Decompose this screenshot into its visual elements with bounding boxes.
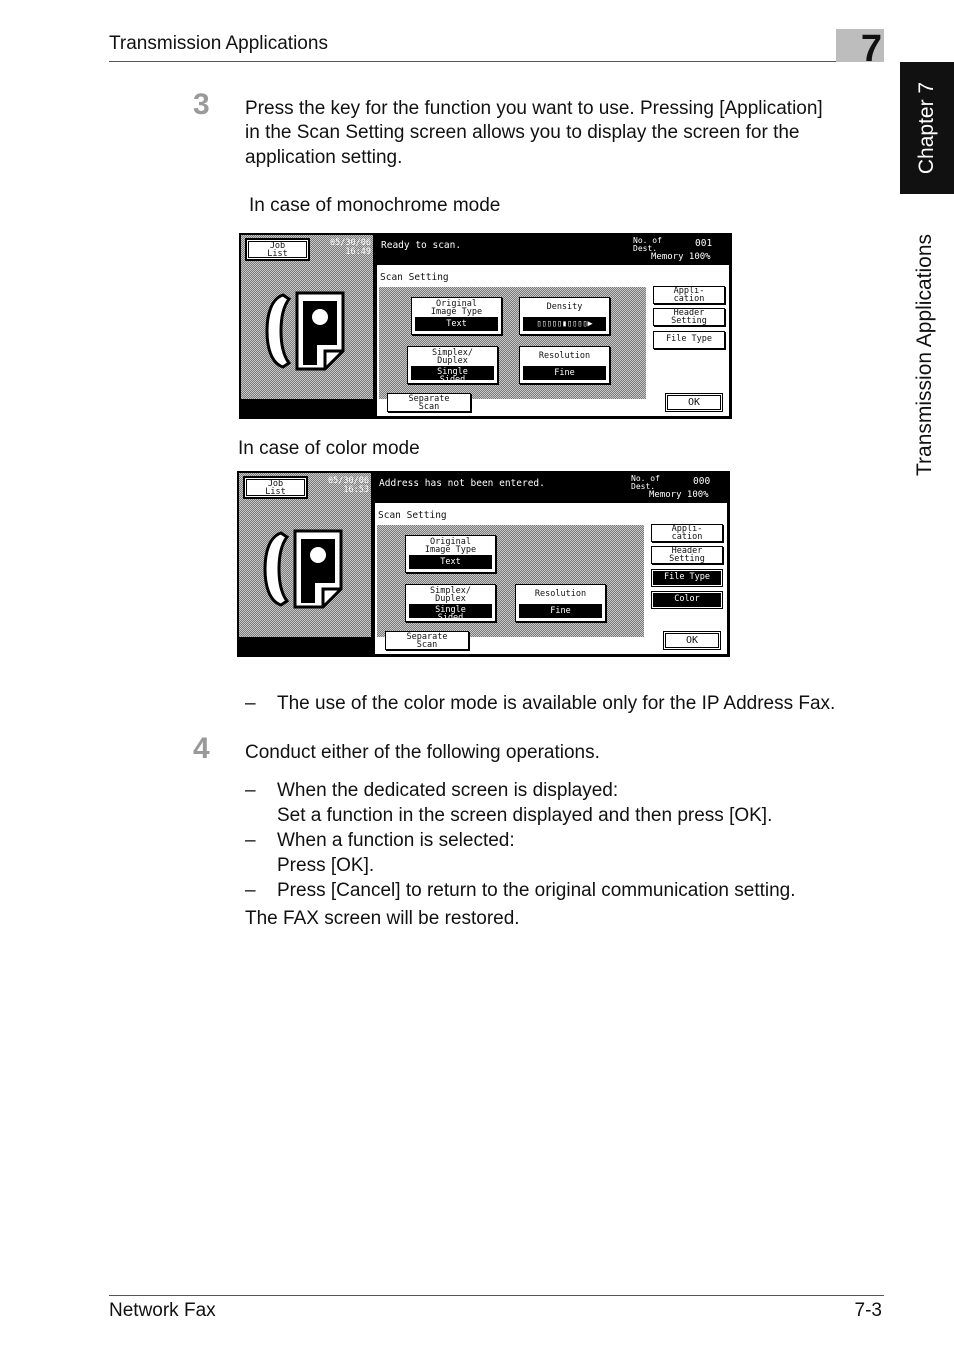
header-rule	[109, 61, 884, 62]
left-panel	[241, 235, 373, 399]
left-panel	[239, 473, 371, 637]
side-section-label: Transmission Applications	[913, 234, 936, 476]
date-time: 05/30/06 16:53	[328, 476, 369, 495]
color-caption: In case of color mode	[238, 438, 420, 459]
step-number: 3	[193, 88, 210, 121]
application-button[interactable]: Appli- cation	[653, 286, 725, 304]
header-setting-button[interactable]: Header Setting	[651, 546, 723, 564]
memory-indicator: Memory 100%	[651, 252, 711, 262]
step-text: Press the key for the function you want to use. Pressing [Application]	[245, 98, 823, 119]
density-scale: ▯▯▯▯▯▮▯▯▯▯▶	[523, 317, 606, 331]
mono-caption: In case of monochrome mode	[249, 195, 501, 216]
left-bottom-bar	[241, 399, 373, 417]
separate-scan-button[interactable]: Separate Scan	[387, 393, 471, 412]
footer-rule	[109, 1295, 884, 1296]
separate-scan-button[interactable]: Separate Scan	[385, 631, 469, 650]
func-title: Original Image Type	[424, 537, 477, 555]
step-text: application setting.	[245, 147, 403, 168]
step-text: in the Scan Setting screen allows you to display the screen for the	[245, 122, 800, 143]
fax-icon	[263, 291, 353, 371]
color-mode-note: The use of the color mode is available only for the IP Address Fax.	[277, 693, 836, 714]
density-button[interactable]	[519, 297, 610, 335]
dest-count: 000	[693, 476, 711, 487]
bullet-dash: –	[245, 880, 256, 901]
func-value: Fine	[519, 604, 602, 618]
ok-button[interactable]: OK	[663, 631, 721, 650]
bullet-dash: –	[245, 693, 256, 714]
result-text: The FAX screen will be restored.	[245, 908, 520, 929]
step-text: Conduct either of the following operations.	[245, 742, 600, 763]
page-number: 7-3	[854, 1300, 882, 1321]
status-message: Address has not been entered.	[379, 478, 545, 489]
memory-indicator: Memory 100%	[649, 490, 709, 500]
footer-title: Network Fax	[109, 1300, 216, 1321]
bullet-text: Set a function in the screen displayed and then press [OK].	[277, 805, 773, 826]
chapter-number: 7	[860, 28, 882, 70]
resolution-button[interactable]	[515, 584, 606, 622]
chapter-side-tab	[900, 62, 954, 194]
func-title: Resolution	[534, 589, 587, 599]
status-bar	[373, 473, 728, 501]
panel-title: Scan Setting	[380, 272, 449, 283]
file-type-button[interactable]: File Type	[653, 331, 725, 349]
dest-label: No. of Dest.	[633, 236, 662, 253]
simplex-duplex-button[interactable]	[407, 346, 498, 384]
func-title: Original Image Type	[430, 299, 483, 317]
status-bar	[375, 235, 730, 263]
func-value: Text	[409, 555, 492, 569]
date-time: 05/30/06 16:49	[330, 238, 371, 257]
scan-setting-panel	[374, 502, 728, 655]
job-list-button[interactable]: Job List	[243, 476, 308, 499]
resolution-button[interactable]	[519, 346, 610, 384]
panel-title: Scan Setting	[378, 510, 447, 521]
application-button[interactable]: Appli- cation	[651, 524, 723, 542]
job-list-button[interactable]: Job List	[245, 238, 310, 261]
scan-setting-panel	[376, 264, 730, 417]
original-image-type-button[interactable]	[411, 297, 502, 335]
fax-icon	[261, 529, 351, 609]
original-image-type-button[interactable]	[405, 535, 496, 573]
chapter-number-box	[836, 28, 884, 70]
dest-label: No. of Dest.	[631, 474, 660, 491]
func-title: Simplex/ Duplex	[430, 586, 471, 604]
func-value: Single Sided	[409, 604, 492, 618]
status-message: Ready to scan.	[381, 240, 462, 251]
bullet-text: When a function is selected:	[277, 830, 515, 851]
func-value: Fine	[523, 366, 606, 380]
header-setting-button[interactable]: Header Setting	[653, 308, 725, 326]
bullet-text: When the dedicated screen is displayed:	[277, 780, 619, 801]
color-button[interactable]: Color	[651, 591, 723, 609]
scan-setting-screen-mono	[239, 233, 732, 419]
func-value: Single Sided	[411, 366, 494, 380]
bullet-dash: –	[245, 830, 256, 851]
left-bottom-bar	[239, 637, 371, 655]
file-type-button[interactable]: File Type	[651, 569, 723, 587]
func-title: Density	[546, 302, 583, 312]
bullet-text: Press [OK].	[277, 855, 375, 876]
func-value: Text	[415, 317, 498, 331]
step-number: 4	[193, 732, 210, 765]
scan-setting-screen-color	[237, 471, 730, 657]
dest-count: 001	[695, 238, 713, 249]
simplex-duplex-button[interactable]	[405, 584, 496, 622]
side-tab-chapter-label: Chapter 7	[915, 81, 938, 175]
running-header-title: Transmission Applications	[109, 33, 328, 54]
func-title: Resolution	[538, 351, 591, 361]
ok-button[interactable]: OK	[665, 393, 723, 412]
bullet-text: Press [Cancel] to return to the original communication setting.	[277, 880, 796, 901]
bullet-dash: –	[245, 780, 256, 801]
func-title: Simplex/ Duplex	[432, 348, 473, 366]
